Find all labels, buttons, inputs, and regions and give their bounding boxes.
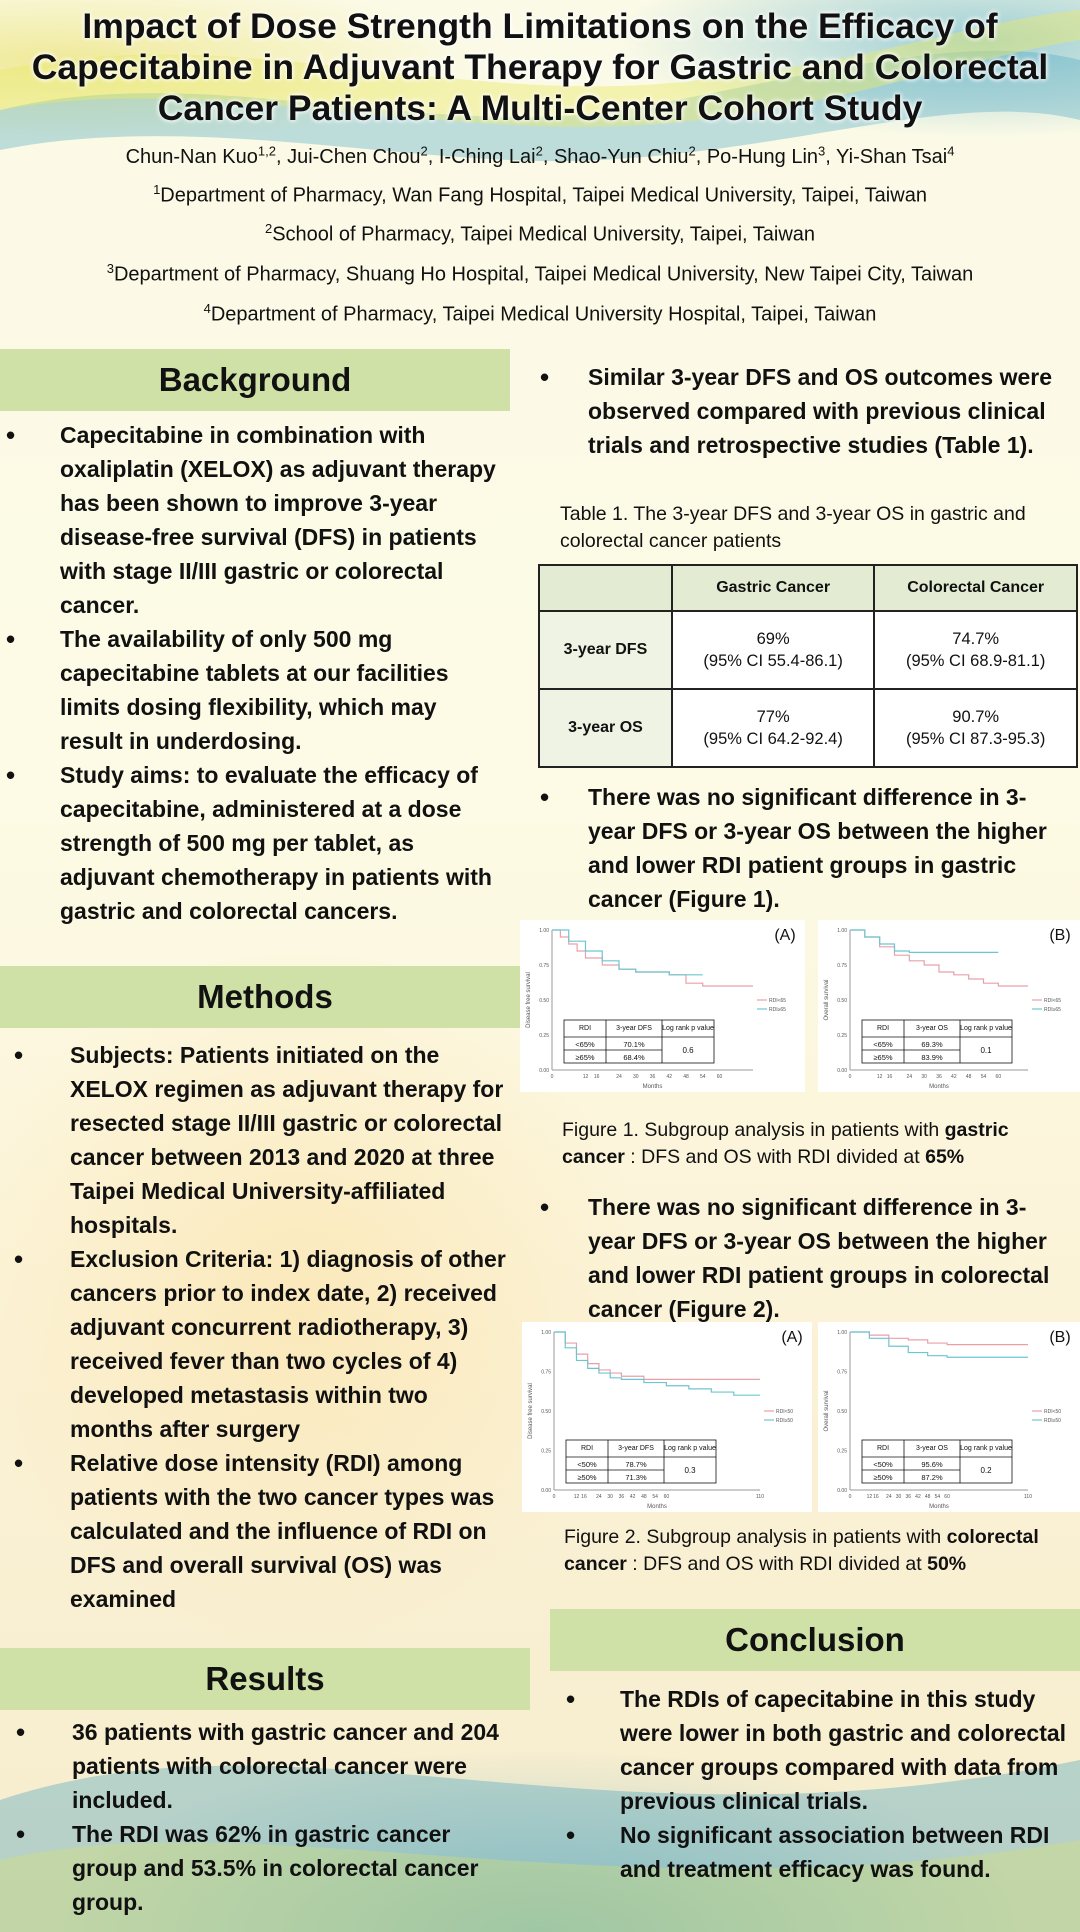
figure1-caption: Figure 1. Subgroup analysis in patients with gastric cancer : DFS and OS with RDI divided at 65% bbox=[562, 1119, 1009, 1168]
affiliation: $^3$Department of Pharmacy, Shuang Ho Hospital, Taipei Medical University, New Taipei City, Taiwan bbox=[106, 260, 974, 286]
x-tick-label: 54 bbox=[699, 1074, 706, 1080]
figure2-panel-b bbox=[818, 1322, 1080, 1512]
table-row bbox=[539, 689, 1077, 767]
x-axis-label: Months bbox=[929, 1504, 949, 1510]
legend-label: RDI<65 bbox=[1044, 998, 1062, 1004]
x-tick-label: 16 bbox=[593, 1074, 600, 1080]
figure1-panel-a bbox=[520, 920, 805, 1092]
row-label: 3-year DFS bbox=[539, 611, 672, 689]
author-name: Shao-Yun Chiu$^2$ bbox=[553, 143, 696, 168]
author-list: Chun-Nan Kuo$^{1,2}$, Jui-Chen Chou$^2$, I-Ching Lai$^2$, Shao-Yun Chiu$^2$, Po-Hung Lin$^3$, Yi-Shan Tsai$^4$ bbox=[125, 143, 955, 168]
panel-label: (A) bbox=[774, 927, 796, 944]
author-affil-mark: 2 bbox=[688, 143, 696, 158]
bullet-item: • There was no significant difference in 3-year DFS or 3-year OS between the higher and lower RDI patient groups in colorectal cancer (Figure 2). bbox=[540, 1190, 1060, 1326]
x-tick-label: 36 bbox=[618, 1494, 625, 1500]
inset-header: Log rank p value bbox=[662, 1025, 714, 1032]
affiliation: $^2$School of Pharmacy, Taipei Medical University, Taipei, Taiwan bbox=[264, 221, 816, 246]
bullet-item: • Subjects: Patients initiated on the XELOX regimen as adjuvant therapy for resected stage II/III gastric or colorectal cancer between 2013 and 2020 at three Taipei Medical University-affiliated hospitals. bbox=[0, 1038, 510, 1242]
x-tick-label: 54 bbox=[934, 1494, 941, 1500]
legend-label: RDI<50 bbox=[776, 1409, 794, 1415]
author-affil-mark: 1,2 bbox=[257, 143, 276, 158]
inset-header: Log rank p value bbox=[664, 1445, 716, 1452]
author-name: Yi-Shan Tsai$^4$ bbox=[836, 143, 955, 168]
inset-cell: 70.1% bbox=[623, 1040, 645, 1049]
inset-cell: ≥65% bbox=[873, 1053, 893, 1062]
x-tick-label: 60 bbox=[663, 1494, 670, 1500]
table-cell: 69% (95% CI 55.4-86.1) bbox=[672, 611, 874, 689]
inset-header: Log rank p value bbox=[960, 1025, 1012, 1032]
inset-header: RDI bbox=[578, 1025, 592, 1032]
table-cell: 90.7% (95% CI 87.3-95.3) bbox=[874, 689, 1077, 767]
table-header-gastric: Gastric Cancer bbox=[672, 565, 874, 611]
x-tick-label: 60 bbox=[716, 1074, 723, 1080]
inset-cell: 87.2% bbox=[921, 1473, 943, 1482]
km-line-1 bbox=[552, 930, 703, 975]
inset-cell: <65% bbox=[575, 1040, 595, 1049]
bullet-item: • 36 patients with gastric cancer and 204 patients with colorectal cancer were included. bbox=[0, 1715, 520, 1817]
bullet-item: • Exclusion Criteria: 1) diagnosis of other cancers prior to index date, 2) received adjuvant concurrent radiotherapy, 3) received fever than two cycles of 4) developed metastasis within two months after surgery bbox=[0, 1242, 510, 1446]
bullet-item: • The RDIs of capecitabine in this study were lower in both gastric and colorectal cancer groups compared with data from previous clinical trials. bbox=[550, 1682, 1070, 1818]
inset-header: RDI bbox=[580, 1445, 594, 1452]
y-tick-label: 0.75 bbox=[837, 963, 847, 969]
panel-label: (B) bbox=[1049, 927, 1071, 944]
x-tick-label: 54 bbox=[980, 1074, 987, 1080]
x-tick-label: 48 bbox=[683, 1074, 689, 1080]
inset-cell: 69.3% bbox=[921, 1040, 943, 1049]
x-tick-label: 24 bbox=[906, 1074, 913, 1080]
km-line-0 bbox=[850, 930, 1028, 986]
results-bullets bbox=[0, 1715, 520, 1919]
x-tick-label: 42 bbox=[666, 1074, 673, 1080]
y-tick-label: 1.00 bbox=[837, 928, 847, 934]
inset-cell: 83.9% bbox=[921, 1053, 943, 1062]
inset-p-value: 0.6 bbox=[682, 1046, 694, 1055]
results-bullet-table bbox=[540, 360, 1060, 462]
author-affil-mark: 3 bbox=[818, 143, 826, 158]
inset-header: Log rank p value bbox=[960, 1445, 1012, 1452]
x-tick-label: 54 bbox=[652, 1494, 658, 1500]
figure1-panel-b bbox=[818, 920, 1080, 1092]
legend-label: RDI≥65 bbox=[769, 1007, 786, 1013]
bullet-item: • The RDI was 62% in gastric cancer group and 53.5% in colorectal cancer group. bbox=[0, 1817, 520, 1919]
y-tick-label: 0.75 bbox=[541, 1369, 551, 1376]
y-axis-label: Overall survival bbox=[824, 1390, 830, 1432]
figure2-panel-a bbox=[522, 1322, 812, 1512]
y-tick-label: 0.25 bbox=[541, 1448, 551, 1455]
x-tick-label: 48 bbox=[924, 1494, 931, 1500]
y-tick-label: 0.00 bbox=[837, 1068, 847, 1074]
x-tick-label: 24 bbox=[596, 1494, 602, 1500]
table-row bbox=[539, 611, 1077, 689]
results-bullet-figure2 bbox=[540, 1190, 1060, 1326]
x-axis-label: Months bbox=[642, 1084, 663, 1090]
x-tick-label: 110 bbox=[1024, 1494, 1032, 1500]
x-tick-label: 0 bbox=[552, 1494, 556, 1500]
inset-cell: <50% bbox=[577, 1460, 597, 1469]
legend-label: RDI≥65 bbox=[1044, 1007, 1061, 1013]
y-tick-label: 0.00 bbox=[837, 1488, 847, 1494]
x-tick-label: 42 bbox=[629, 1494, 636, 1500]
x-tick-label: 48 bbox=[965, 1074, 972, 1080]
x-tick-label: 16 bbox=[581, 1494, 587, 1500]
inset-header: RDI bbox=[876, 1025, 890, 1032]
inset-header: 3-year DFS bbox=[618, 1445, 654, 1452]
x-tick-label: 30 bbox=[895, 1494, 902, 1500]
x-tick-label: 24 bbox=[616, 1074, 622, 1080]
x-tick-label: 0 bbox=[848, 1074, 852, 1080]
inset-cell: <50% bbox=[873, 1460, 893, 1469]
y-axis-label: Overall survival bbox=[824, 979, 830, 1021]
bullet-item: • There was no significant difference in 3-year DFS or 3-year OS between the higher and lower RDI patient groups in gastric cancer (Figure 1). bbox=[540, 780, 1060, 916]
inset-cell: <65% bbox=[873, 1040, 893, 1049]
inset-header: 3-year DFS bbox=[616, 1025, 652, 1032]
x-axis-label: Months bbox=[929, 1084, 949, 1090]
background-heading: Background bbox=[0, 349, 510, 411]
x-tick-label: 36 bbox=[905, 1494, 912, 1500]
inset-p-value: 0.3 bbox=[684, 1466, 696, 1475]
legend-label: RDI≥50 bbox=[1044, 1418, 1061, 1424]
y-tick-label: 1.00 bbox=[539, 928, 549, 934]
y-tick-label: 0.25 bbox=[837, 1448, 847, 1455]
inset-header: RDI bbox=[876, 1445, 890, 1452]
y-tick-label: 0.00 bbox=[541, 1488, 551, 1494]
legend-label: RDI<50 bbox=[1044, 1409, 1062, 1415]
panel-label: (B) bbox=[1049, 1329, 1071, 1346]
table-cell: 74.7% (95% CI 68.9-81.1) bbox=[874, 611, 1077, 689]
methods-heading: Methods bbox=[0, 966, 530, 1028]
y-tick-label: 0.75 bbox=[837, 1369, 847, 1376]
x-tick-label: 30 bbox=[921, 1074, 927, 1080]
bullet-item: • Study aims: to evaluate the efficacy of capecitabine, administered at a dose strength of 500 mg per tablet, as adjuvant chemotherapy in patients with gastric and colorectal cancers. bbox=[0, 758, 500, 928]
inset-cell: 68.4% bbox=[623, 1053, 645, 1062]
x-tick-label: 42 bbox=[951, 1074, 957, 1080]
inset-cell: ≥50% bbox=[873, 1473, 893, 1482]
author-name: Chun-Nan Kuo$^{1,2}$ bbox=[125, 143, 276, 168]
inset-cell: 78.7% bbox=[625, 1460, 647, 1469]
inset-p-value: 0.2 bbox=[980, 1466, 992, 1475]
legend-label: RDI<65 bbox=[769, 998, 787, 1004]
author-name: I-Ching Lai$^2$ bbox=[438, 143, 543, 168]
x-tick-label: 110 bbox=[756, 1494, 764, 1500]
affiliation: $^1$Department of Pharmacy, Wan Fang Hospital, Taipei Medical University, Taipei, Taiwan bbox=[153, 181, 927, 207]
poster-title: Impact of Dose Strength Limitations on the Efficacy of Capecitabine in Adjuvant Therapy for Gastric and Colorectal Cancer Patients: A Multi-Center Cohort Study bbox=[31, 6, 1049, 128]
inset-header: 3-year OS bbox=[916, 1025, 948, 1032]
x-tick-label: 16 bbox=[873, 1494, 879, 1500]
x-tick-label: 30 bbox=[607, 1494, 613, 1500]
x-tick-label: 36 bbox=[649, 1074, 656, 1080]
x-axis-label: Months bbox=[647, 1504, 667, 1510]
table-caption: Table 1. The 3-year DFS and 3-year OS in gastric and colorectal cancer patients bbox=[560, 503, 1026, 552]
author-affil-mark: 2 bbox=[535, 143, 543, 158]
panel-label: (A) bbox=[781, 1329, 803, 1346]
x-tick-label: 48 bbox=[641, 1494, 647, 1500]
x-tick-label: 0 bbox=[550, 1074, 554, 1080]
x-tick-label: 12 bbox=[876, 1074, 883, 1080]
affiliation: $^4$Department of Pharmacy, Taipei Medical University Hospital, Taipei, Taiwan bbox=[203, 300, 877, 326]
km-line-0 bbox=[554, 1332, 760, 1379]
x-tick-label: 12 bbox=[866, 1494, 873, 1500]
x-tick-label: 30 bbox=[632, 1074, 639, 1080]
x-tick-label: 36 bbox=[936, 1074, 942, 1080]
x-tick-label: 0 bbox=[848, 1494, 852, 1500]
x-tick-label: 16 bbox=[886, 1074, 893, 1080]
x-tick-label: 12 bbox=[573, 1494, 580, 1500]
legend-label: RDI≥50 bbox=[776, 1418, 793, 1424]
y-axis-label: Disease free survival bbox=[526, 972, 532, 1028]
affiliation-list bbox=[0, 173, 1080, 332]
poster-header bbox=[0, 0, 1080, 331]
inset-cell: 95.6% bbox=[921, 1460, 943, 1469]
table-header-colorectal: Colorectal Cancer bbox=[874, 565, 1077, 611]
methods-bullets bbox=[0, 1038, 510, 1616]
y-tick-label: 0.25 bbox=[837, 1033, 847, 1039]
y-tick-label: 0.50 bbox=[837, 1409, 847, 1415]
y-tick-label: 0.75 bbox=[539, 963, 549, 969]
table-cell: 77% (95% CI 64.2-92.4) bbox=[672, 689, 874, 767]
results-table bbox=[538, 564, 1078, 768]
author-affil-mark: 4 bbox=[947, 143, 955, 158]
author-name: Jui-Chen Chou$^2$ bbox=[287, 143, 428, 168]
x-tick-label: 24 bbox=[886, 1494, 892, 1500]
bullet-item: • Capecitabine in combination with oxaliplatin (XELOX) as adjuvant therapy has been shown to improve 3-year disease-free survival (DFS) in patients with stage II/III gastric or colorectal cancer. bbox=[0, 418, 500, 622]
results-bullet-figure1 bbox=[540, 780, 1060, 916]
inset-cell: ≥50% bbox=[577, 1473, 597, 1482]
y-tick-label: 0.00 bbox=[539, 1068, 549, 1074]
conclusion-bullets bbox=[550, 1682, 1070, 1886]
y-tick-label: 0.50 bbox=[837, 998, 847, 1004]
table-corner bbox=[539, 565, 672, 611]
x-tick-label: 42 bbox=[915, 1494, 921, 1500]
y-tick-label: 0.50 bbox=[541, 1409, 551, 1415]
x-tick-label: 60 bbox=[944, 1494, 950, 1500]
y-tick-label: 0.25 bbox=[539, 1033, 549, 1039]
bullet-item: • Similar 3-year DFS and OS outcomes were observed compared with previous clinical trials and retrospective studies (Table 1). bbox=[540, 360, 1060, 462]
y-tick-label: 0.50 bbox=[539, 998, 549, 1004]
x-tick-label: 60 bbox=[995, 1074, 1002, 1080]
conclusion-heading: Conclusion bbox=[550, 1609, 1080, 1671]
bullet-item: • Relative dose intensity (RDI) among patients with the two cancer types was calculated and the influence of RDI on DFS and overall survival (OS) was examined bbox=[0, 1446, 510, 1616]
bullet-item: • No significant association between RDI and treatment efficacy was found. bbox=[550, 1818, 1070, 1886]
author-affil-mark: 2 bbox=[420, 143, 428, 158]
inset-header: 3-year OS bbox=[916, 1445, 948, 1452]
y-tick-label: 1.00 bbox=[837, 1330, 847, 1336]
author-name: Po-Hung Lin$^3$ bbox=[706, 143, 826, 168]
inset-cell: 71.3% bbox=[625, 1473, 647, 1482]
results-heading: Results bbox=[0, 1648, 530, 1710]
y-tick-label: 1.00 bbox=[541, 1330, 551, 1336]
km-line-1 bbox=[850, 930, 998, 952]
figure2-caption: Figure 2. Subgroup analysis in patients with colorectal cancer : DFS and OS with RDI divided at 50% bbox=[564, 1526, 1039, 1575]
x-tick-label: 12 bbox=[582, 1074, 589, 1080]
y-axis-label: Disease free survival bbox=[528, 1383, 534, 1439]
inset-cell: ≥65% bbox=[575, 1053, 595, 1062]
inset-p-value: 0.1 bbox=[980, 1046, 992, 1055]
background-bullets bbox=[0, 418, 500, 928]
km-line-1 bbox=[554, 1332, 760, 1395]
bullet-item: • The availability of only 500 mg capecitabine tablets at our facilities limits dosing flexibility, which may result in underdosing. bbox=[0, 622, 500, 758]
row-label: 3-year OS bbox=[539, 689, 672, 767]
km-line-0 bbox=[552, 930, 753, 986]
